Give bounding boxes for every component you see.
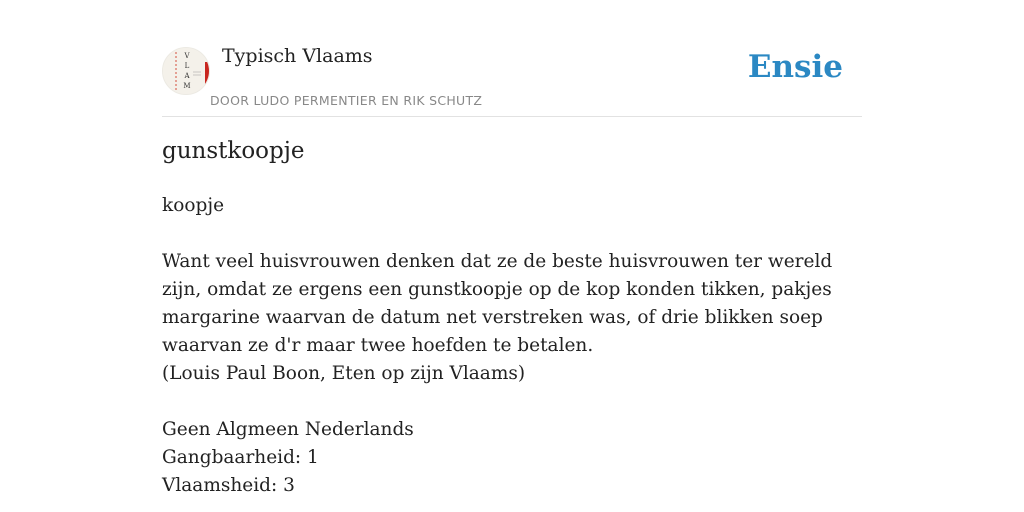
avatar-letter: A (184, 72, 190, 80)
entry-title: gunstkoopje (162, 138, 305, 164)
author-byline: DOOR LUDO PERMENTIER EN RIK SCHUTZ (210, 93, 483, 108)
avatar-letter: L (184, 62, 190, 70)
ensie-logo-link[interactable]: Ensie (747, 49, 843, 85)
header (162, 0, 862, 117)
spacer (162, 388, 862, 416)
entry-frequency: Gangbaarheid: 1 (162, 447, 319, 468)
spacer (162, 220, 862, 248)
book-title[interactable]: Typisch Vlaams (222, 45, 373, 67)
entry-body (162, 192, 862, 500)
book-cover-avatar[interactable] (162, 47, 210, 95)
page (162, 0, 862, 512)
avatar-letter: M (183, 82, 191, 90)
entry-standard-language: Geen Algmeen Nederlands (162, 419, 414, 440)
avatar-letter: V (184, 52, 190, 60)
entry-quote-source: (Louis Paul Boon, Eten op zijn Vlaams) (162, 363, 526, 384)
entry-flemishness: Vlaamsheid: 3 (162, 475, 295, 496)
entry-short-definition: koopje (162, 195, 225, 216)
book-cover-icon (163, 48, 210, 95)
entry-quote: Want veel huisvrouwen denken dat ze de beste huisvrouwen ter wereld zijn, omdat ze ergens een gunstkoopje op de kop konden tikken, pakjes margarine waarvan de datum net verstreken was, of drie blikken soep waarvan ze d'r maar twee hoefden te betalen. (162, 251, 833, 356)
